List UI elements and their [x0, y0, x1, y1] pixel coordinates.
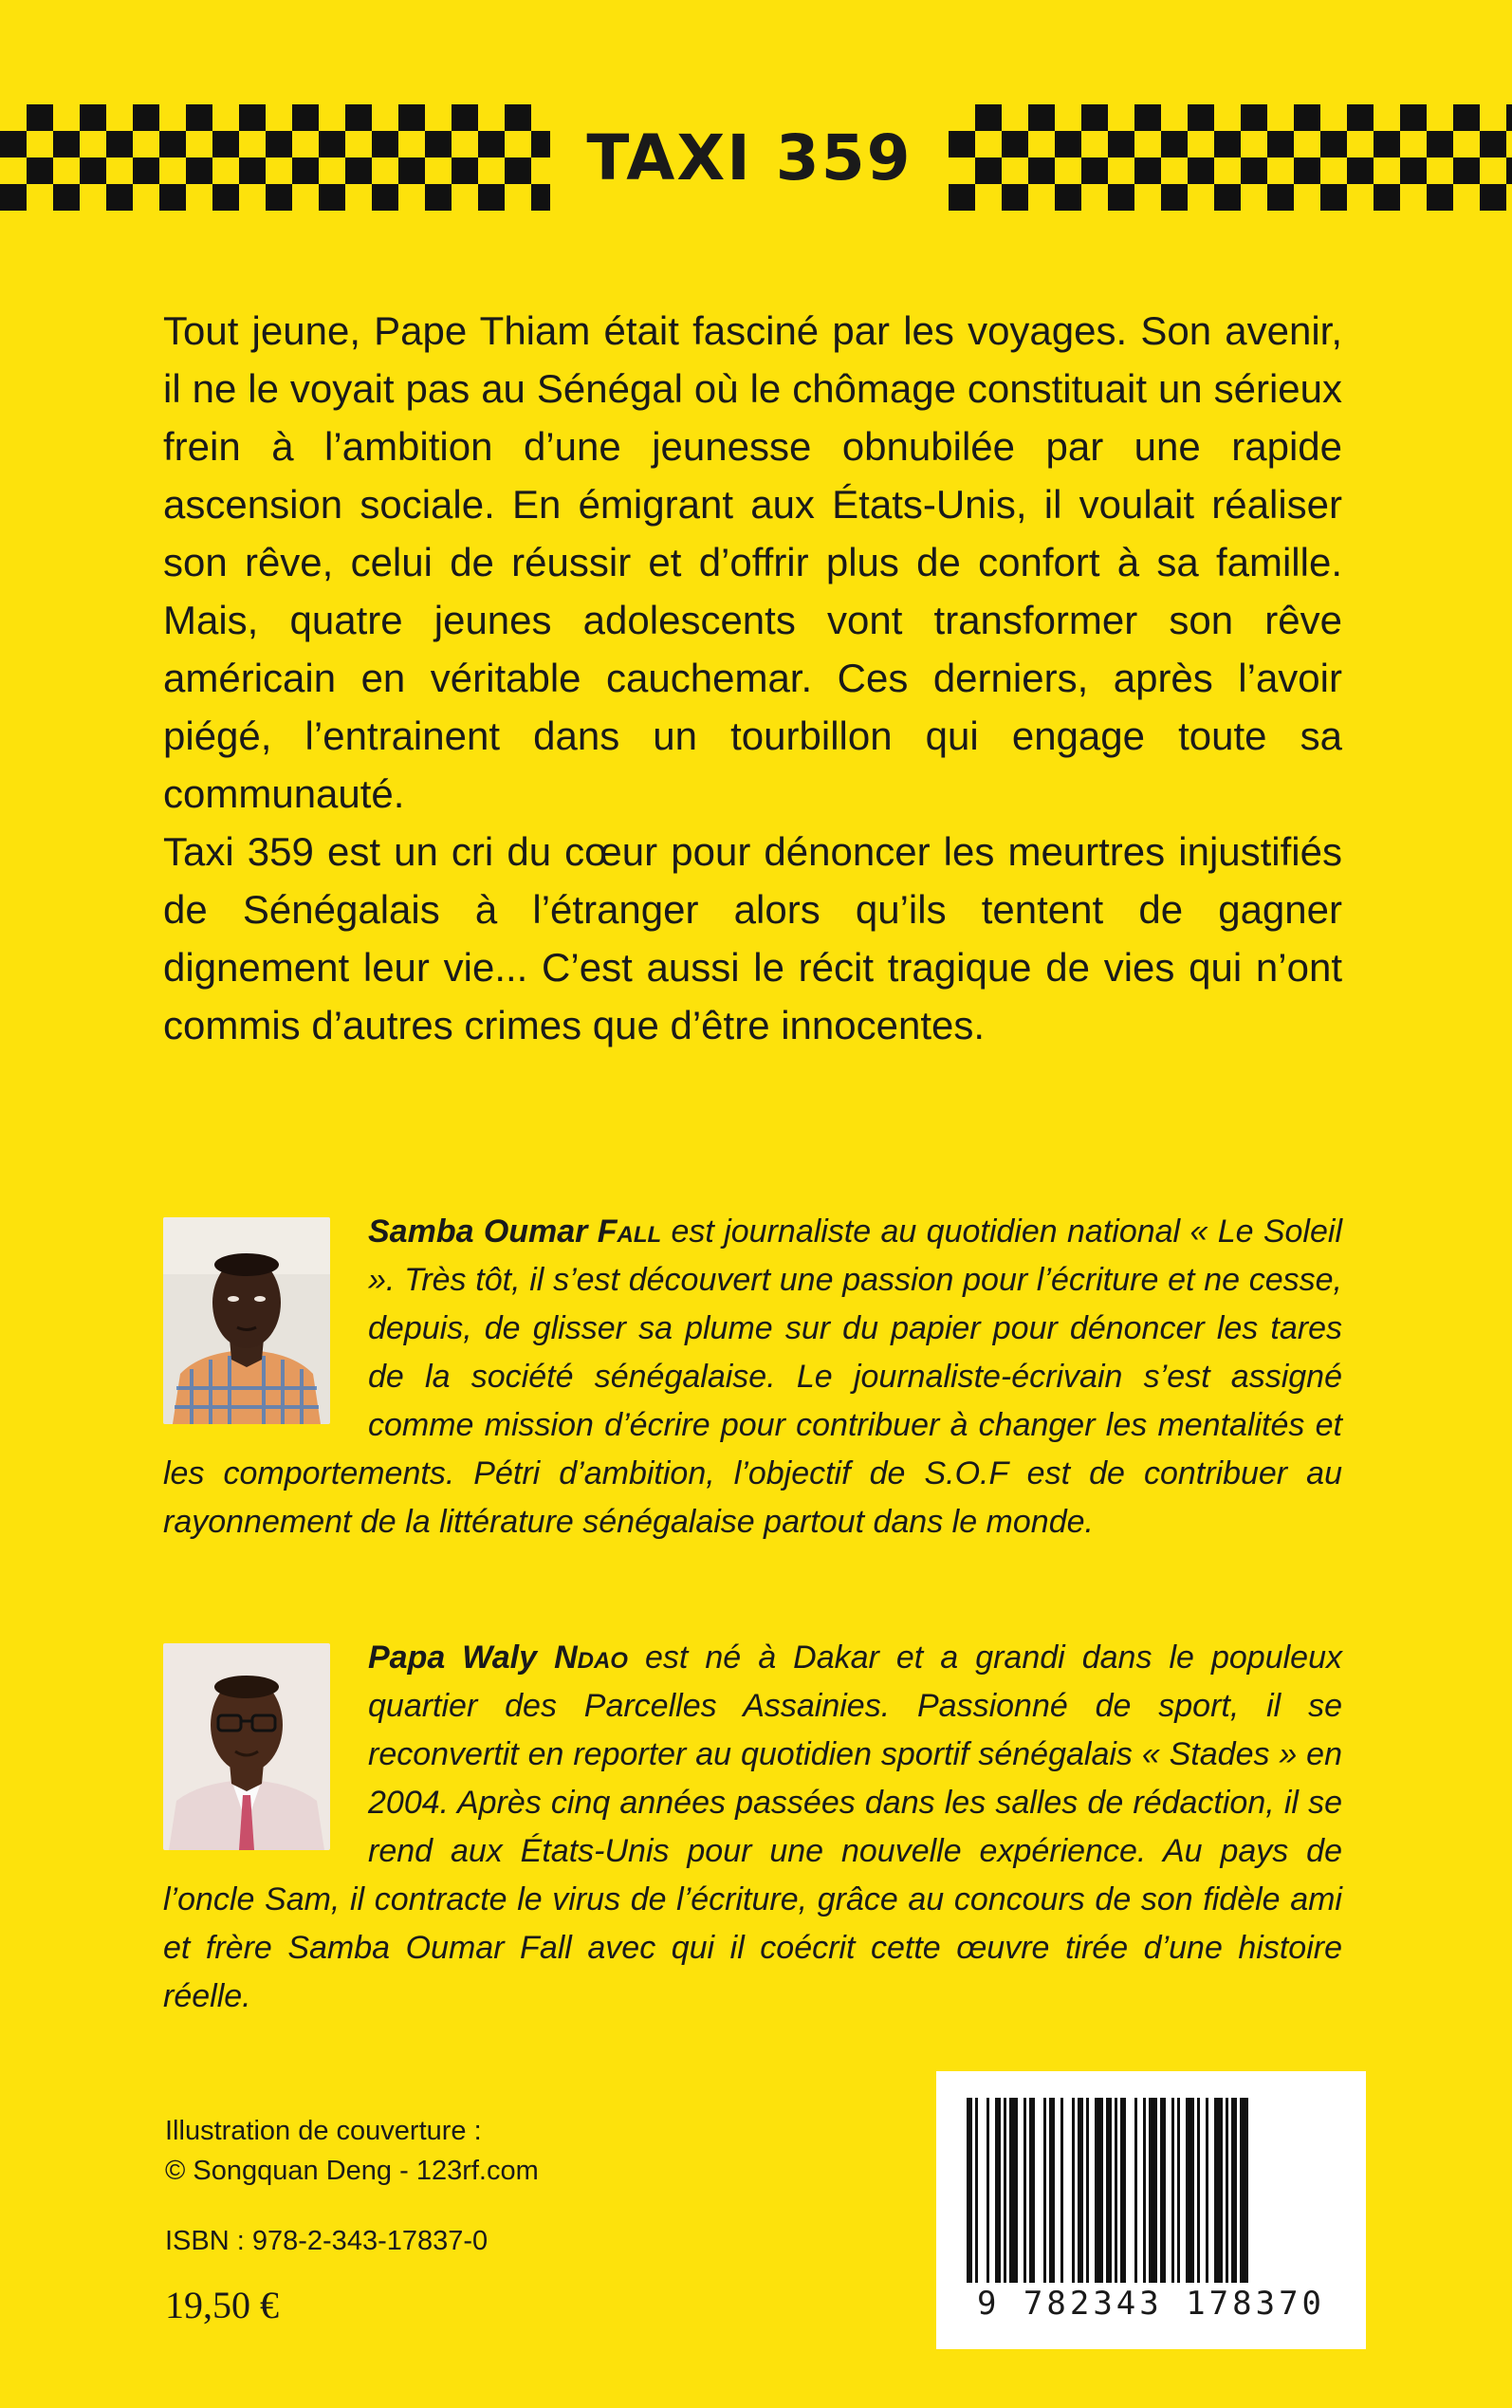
isbn-label: ISBN : 978-2-343-17837-0: [165, 2226, 489, 2256]
author-bio-text-2: est né à Dakar et a grandi dans le populeux quartier des Parcelles Assainies. Passionné de sport, il se reconvertit en reporter au quotidien sportif sénégalais « Stades » en 2004. Après cinq années passées dans les salles de rédaction, il se rend aux États-Unis pour une nouvelle expérience. Au pays de l’oncle Sam, il contracte le virus de l’écriture, grâce au concours de son fidèle ami et frère Samba Oumar Fall avec qui il coécrit cette œuvre tirée d’une histoire réelle.: [163, 1639, 1342, 2014]
author-bio-text-1: est journaliste au quotidien national « Le Soleil ». Très tôt, il s’est découvert une passion pour l’écriture et ne cesse, depuis, de glisser sa plume sur du papier pour dénoncer les tares de la société sénégalaise. Le journaliste-écrivain s’est assigné comme mission d’écrire pour contribuer à changer les mentalités et les comportements. Pétri d’ambition, l’objectif de S.O.F est de contribuer au rayonnement de la littérature sénégalaise partout dans le monde.: [163, 1213, 1343, 1540]
barcode-bars: [963, 2098, 1339, 2283]
credits-line-2: © Songquan Deng - 123rf.com: [165, 2156, 539, 2186]
synopsis-paragraph-2: Taxi 359 est un cri du cœur pour dénoncer les meurtres injustifiés de Sénégalais à l’étranger alors qu’ils tentent de gagner dignement leur vie... C’est aussi le récit tragique de vies qui n’ont commis d’autres crimes que d’être innocentes.: [163, 829, 1342, 1047]
barcode: [936, 2071, 1366, 2349]
author-name-1: Samba Oumar Fall: [368, 1213, 662, 1250]
cover-credits: [165, 2111, 539, 2191]
title-banner: [0, 104, 1512, 211]
synopsis-paragraph-1: Tout jeune, Pape Thiam était fasciné par les voyages. Son avenir, il ne le voyait pas au Sénégal où le chômage constituait un sérieux frein à l’ambition d’une jeunesse obnubilée par une rapide ascension sociale. En émigrant aux États-Unis, il voulait réaliser son rêve, celui de réussir et d’offrir plus de confort à sa famille. Mais, quatre jeunes adolescents vont transformer son rêve américain en véritable cauchemar. Ces derniers, après l’avoir piégé, l’entrainent dans un tourbillon qui engage toute sa communauté.: [163, 308, 1342, 816]
checker-pattern-right: [949, 104, 1512, 211]
author-photo-2: [163, 1643, 330, 1850]
author-photo-1: [163, 1217, 330, 1424]
author-bio-2: [163, 1634, 1342, 2021]
author-name-2: Papa Waly Ndao: [368, 1639, 628, 1676]
barcode-digits: 9 782343 178370: [976, 2285, 1326, 2323]
price-label: 19,50 €: [165, 2284, 279, 2326]
book-title: TAXI 359: [586, 120, 913, 194]
author-bio-1: [163, 1208, 1342, 1547]
checker-pattern-left: [0, 104, 550, 211]
credits-line-1: Illustration de couverture :: [165, 2116, 482, 2146]
synopsis: [163, 302, 1342, 1054]
